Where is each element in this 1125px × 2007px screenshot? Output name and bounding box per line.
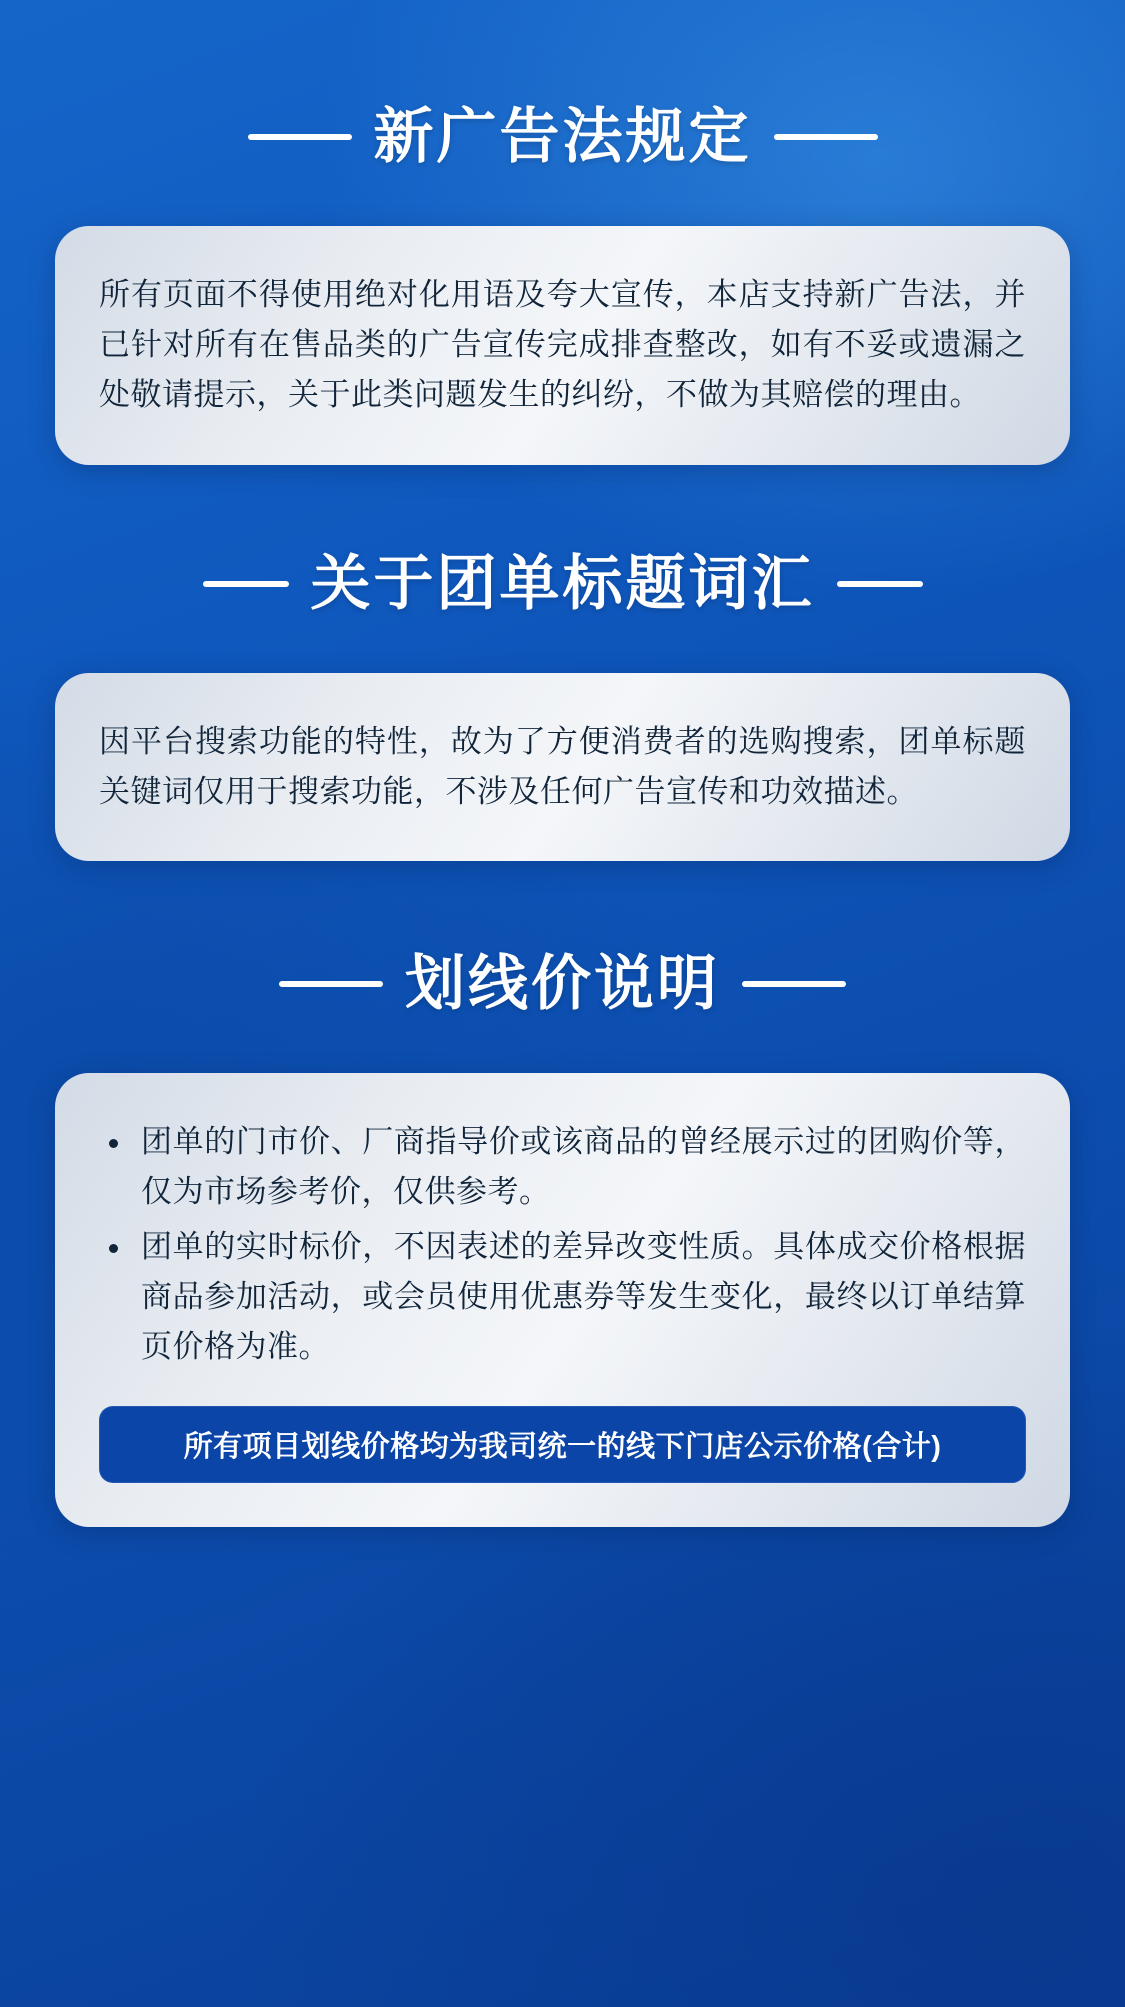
section-heading-group-title-keywords xyxy=(55,551,1070,617)
card-group-title-keywords xyxy=(55,673,1070,861)
section-title: 划线价说明 xyxy=(405,950,720,1018)
heading-rule-left-icon xyxy=(279,981,383,987)
bullet-list xyxy=(99,1117,1026,1372)
section-title: 新广告法规定 xyxy=(373,103,752,170)
card-paragraph: 因平台搜索功能的特性，故为了方便消费者的选购搜索，团单标题关键词仅用于搜索功能，不涉及任何广告宣传和功效描述。 xyxy=(99,723,1026,809)
section-heading-strikethrough-price xyxy=(55,951,1070,1017)
heading-rule-right-icon xyxy=(742,981,846,987)
heading-rule-left-icon xyxy=(248,134,352,140)
list-item: 团单的门市价、厂商指导价或该商品的曾经展示过的团购价等，仅为市场参考价，仅供参考。 xyxy=(99,1117,1026,1217)
section-heading-new-ad-law xyxy=(55,0,1070,170)
list-item: 团单的实时标价，不因表述的差异改变性质。具体成交价格根据商品参加活动，或会员使用优惠券等发生变化，最终以订单结算页价格为准。 xyxy=(99,1222,1026,1373)
price-notice-banner: 所有项目划线价格均为我司统一的线下门店公示价格(合计) xyxy=(99,1406,1026,1483)
heading-rule-left-icon xyxy=(203,581,289,587)
card-strikethrough-price xyxy=(55,1073,1070,1527)
heading-rule-right-icon xyxy=(837,581,923,587)
card-paragraph: 所有页面不得使用绝对化用语及夸大宣传，本店支持新广告法，并已针对所有在售品类的广告宣传完成排查整改，如有不妥或遗漏之处敬请提示，关于此类问题发生的纠纷，不做为其赔偿的理由。 xyxy=(99,277,1026,413)
section-title: 关于团单标题词汇 xyxy=(310,549,815,617)
card-new-ad-law xyxy=(55,226,1070,465)
heading-rule-right-icon xyxy=(774,134,878,140)
